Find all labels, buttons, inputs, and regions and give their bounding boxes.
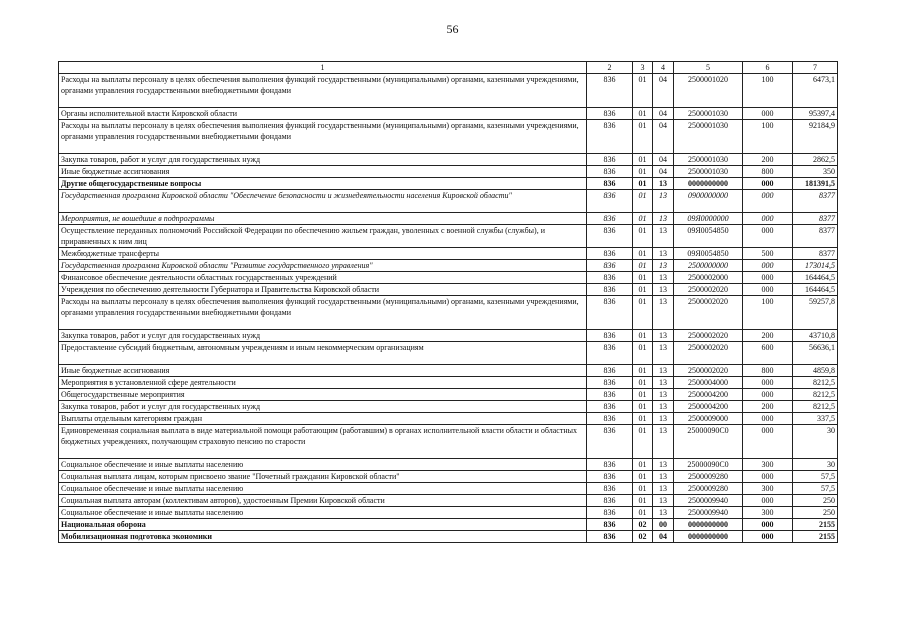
csr-cell: 2500002000 — [674, 272, 743, 284]
name-cell: Мобилизационная подготовка экономики — [59, 531, 587, 543]
table-row — [59, 190, 838, 213]
vr-cell: 000 — [743, 272, 793, 284]
ved-cell: 836 — [587, 213, 633, 225]
name-cell: Общегосударственные мероприятия — [59, 389, 587, 401]
sum-cell: 59257,8 — [793, 296, 838, 330]
sum-cell: 8212,5 — [793, 401, 838, 413]
table-row — [59, 342, 838, 365]
sum-cell: 173014,5 — [793, 260, 838, 272]
vr-cell: 000 — [743, 471, 793, 483]
name-cell: Учреждения по обеспечению деятельности Губернатора и Правительства Кировской области — [59, 284, 587, 296]
csr-cell: 2500004000 — [674, 377, 743, 389]
pr-cell: 13 — [653, 483, 674, 495]
pr-cell: 00 — [653, 519, 674, 531]
rz-cell: 01 — [633, 471, 653, 483]
rz-cell: 01 — [633, 330, 653, 342]
vr-cell: 200 — [743, 401, 793, 413]
ved-cell: 836 — [587, 471, 633, 483]
name-cell: Расходы на выплаты персоналу в целях обеспечения выполнения функций государственными (муниципальными) органами, казенными учреждениями, органами управления государственными внебюджетными фондами — [59, 120, 587, 154]
vr-cell: 100 — [743, 296, 793, 330]
ved-cell: 836 — [587, 296, 633, 330]
vr-cell: 800 — [743, 166, 793, 178]
ved-cell: 836 — [587, 178, 633, 190]
pr-cell: 13 — [653, 178, 674, 190]
pr-cell: 13 — [653, 213, 674, 225]
csr-cell: 25000090С0 — [674, 425, 743, 459]
pr-cell: 13 — [653, 342, 674, 365]
ved-cell: 836 — [587, 531, 633, 543]
csr-cell: 0000000000 — [674, 531, 743, 543]
table-row — [59, 425, 838, 459]
csr-cell: 2500000000 — [674, 260, 743, 272]
pr-cell: 13 — [653, 248, 674, 260]
pr-cell: 13 — [653, 260, 674, 272]
ved-cell: 836 — [587, 248, 633, 260]
vr-cell: 000 — [743, 225, 793, 248]
vr-cell: 800 — [743, 365, 793, 377]
csr-cell: 0900000000 — [674, 190, 743, 213]
table-row — [59, 154, 838, 166]
vr-cell: 300 — [743, 459, 793, 471]
vr-cell: 300 — [743, 483, 793, 495]
sum-cell: 8377 — [793, 190, 838, 213]
table-row — [59, 225, 838, 248]
rz-cell: 01 — [633, 108, 653, 120]
rz-cell: 01 — [633, 272, 653, 284]
vr-cell: 600 — [743, 342, 793, 365]
table-row — [59, 178, 838, 190]
ved-cell: 836 — [587, 459, 633, 471]
pr-cell: 13 — [653, 377, 674, 389]
csr-cell: 2500002020 — [674, 365, 743, 377]
csr-cell: 2500002020 — [674, 330, 743, 342]
page-number: 56 — [446, 22, 459, 36]
table-row — [59, 413, 838, 425]
rz-cell: 01 — [633, 413, 653, 425]
name-cell: Предоставление субсидий бюджетным, автономным учреждениям и иным некоммерческим организациям — [59, 342, 587, 365]
pr-cell: 13 — [653, 330, 674, 342]
name-cell: Финансовое обеспечение деятельности областных государственных учреждений — [59, 272, 587, 284]
table-row — [59, 519, 838, 531]
sum-cell: 95397,4 — [793, 108, 838, 120]
sum-cell: 350 — [793, 166, 838, 178]
ved-cell: 836 — [587, 284, 633, 296]
ved-cell: 836 — [587, 166, 633, 178]
name-cell: Социальная выплата лицам, которым присвоено звание "Почетный гражданин Кировской области" — [59, 471, 587, 483]
rz-cell: 01 — [633, 178, 653, 190]
sum-cell: 30 — [793, 425, 838, 459]
rz-cell: 01 — [633, 74, 653, 108]
pr-cell: 04 — [653, 531, 674, 543]
vr-cell: 000 — [743, 260, 793, 272]
name-cell: Выплаты отдельным категориям граждан — [59, 413, 587, 425]
rz-cell: 01 — [633, 296, 653, 330]
table-row — [59, 459, 838, 471]
header-cell-1: 1 — [59, 62, 587, 74]
name-cell: Единовременная социальная выплата в виде материальной помощи работающим (работавшим) в органах исполнительной власти области и областных бюджетных учреждениях, получающим страховую пенсию по старости — [59, 425, 587, 459]
vr-cell: 000 — [743, 213, 793, 225]
sum-cell: 43710,8 — [793, 330, 838, 342]
table-row — [59, 377, 838, 389]
rz-cell: 01 — [633, 190, 653, 213]
ved-cell: 836 — [587, 154, 633, 166]
ved-cell: 836 — [587, 272, 633, 284]
ved-cell: 836 — [587, 389, 633, 401]
table-row — [59, 284, 838, 296]
rz-cell: 01 — [633, 213, 653, 225]
vr-cell: 000 — [743, 284, 793, 296]
pr-cell: 13 — [653, 365, 674, 377]
csr-cell: 2500004200 — [674, 401, 743, 413]
csr-cell: 2500009940 — [674, 507, 743, 519]
rz-cell: 01 — [633, 459, 653, 471]
table-row — [59, 401, 838, 413]
table-row — [59, 108, 838, 120]
pr-cell: 13 — [653, 459, 674, 471]
sum-cell: 2862,5 — [793, 154, 838, 166]
name-cell: Мероприятия в установленной сфере деятельности — [59, 377, 587, 389]
header-cell-3: 3 — [633, 62, 653, 74]
rz-cell: 01 — [633, 120, 653, 154]
pr-cell: 04 — [653, 154, 674, 166]
csr-cell: 0000000000 — [674, 178, 743, 190]
sum-cell: 337,5 — [793, 413, 838, 425]
name-cell: Государственная программа Кировской области "Обеспечение безопасности и жизнедеятельности населения Кировской области" — [59, 190, 587, 213]
ved-cell: 836 — [587, 190, 633, 213]
sum-cell: 56636,1 — [793, 342, 838, 365]
sum-cell: 250 — [793, 507, 838, 519]
sum-cell: 8377 — [793, 225, 838, 248]
sum-cell: 2155 — [793, 531, 838, 543]
pr-cell: 13 — [653, 495, 674, 507]
pr-cell: 13 — [653, 413, 674, 425]
csr-cell: 2500001020 — [674, 74, 743, 108]
table-row — [59, 213, 838, 225]
name-cell: Другие общегосударственные вопросы — [59, 178, 587, 190]
pr-cell: 13 — [653, 190, 674, 213]
pr-cell: 13 — [653, 471, 674, 483]
ved-cell: 836 — [587, 413, 633, 425]
csr-cell: 0000000000 — [674, 519, 743, 531]
table-row — [59, 507, 838, 519]
csr-cell: 2500009000 — [674, 413, 743, 425]
csr-cell: 09Я0054850 — [674, 225, 743, 248]
ved-cell: 836 — [587, 507, 633, 519]
vr-cell: 000 — [743, 519, 793, 531]
sum-cell: 8212,5 — [793, 377, 838, 389]
sum-cell: 57,5 — [793, 483, 838, 495]
table-row — [59, 272, 838, 284]
rz-cell: 01 — [633, 425, 653, 459]
header-cell-6: 6 — [743, 62, 793, 74]
table-row — [59, 166, 838, 178]
table-row — [59, 296, 838, 330]
ved-cell: 836 — [587, 74, 633, 108]
table-row — [59, 120, 838, 154]
csr-cell: 2500002020 — [674, 296, 743, 330]
vr-cell: 000 — [743, 495, 793, 507]
pr-cell: 13 — [653, 389, 674, 401]
ved-cell: 836 — [587, 330, 633, 342]
ved-cell: 836 — [587, 483, 633, 495]
rz-cell: 01 — [633, 225, 653, 248]
pr-cell: 13 — [653, 272, 674, 284]
rz-cell: 01 — [633, 401, 653, 413]
table-row — [59, 365, 838, 377]
csr-cell: 2500002020 — [674, 284, 743, 296]
sum-cell: 250 — [793, 495, 838, 507]
rz-cell: 01 — [633, 248, 653, 260]
pr-cell: 13 — [653, 296, 674, 330]
pr-cell: 13 — [653, 507, 674, 519]
table-row — [59, 471, 838, 483]
sum-cell: 8212,5 — [793, 389, 838, 401]
table-row — [59, 531, 838, 543]
csr-cell: 2500004200 — [674, 389, 743, 401]
csr-cell: 2500001030 — [674, 108, 743, 120]
csr-cell: 2500001030 — [674, 120, 743, 154]
vr-cell: 300 — [743, 507, 793, 519]
table-row — [59, 74, 838, 108]
sum-cell: 2155 — [793, 519, 838, 531]
rz-cell: 01 — [633, 495, 653, 507]
sum-cell: 30 — [793, 459, 838, 471]
pr-cell: 13 — [653, 225, 674, 248]
name-cell: Иные бюджетные ассигнования — [59, 166, 587, 178]
sum-cell: 8377 — [793, 248, 838, 260]
rz-cell: 01 — [633, 365, 653, 377]
csr-cell: 09Я0054850 — [674, 248, 743, 260]
csr-cell: 09Я0000000 — [674, 213, 743, 225]
table-row — [59, 389, 838, 401]
vr-cell: 000 — [743, 413, 793, 425]
name-cell: Мероприятия, не вошедшие в подпрограммы — [59, 213, 587, 225]
csr-cell: 2500001030 — [674, 154, 743, 166]
name-cell: Социальное обеспечение и иные выплаты населению — [59, 459, 587, 471]
budget-table — [58, 61, 838, 543]
name-cell: Социальная выплата авторам (коллективам авторов), удостоенным Премии Кировской области — [59, 495, 587, 507]
vr-cell: 500 — [743, 248, 793, 260]
pr-cell: 04 — [653, 108, 674, 120]
ved-cell: 836 — [587, 401, 633, 413]
name-cell: Государственная программа Кировской области "Развитие государственного управления" — [59, 260, 587, 272]
sum-cell: 164464,5 — [793, 284, 838, 296]
ved-cell: 836 — [587, 377, 633, 389]
sum-cell: 92184,9 — [793, 120, 838, 154]
vr-cell: 000 — [743, 108, 793, 120]
ved-cell: 836 — [587, 495, 633, 507]
rz-cell: 01 — [633, 284, 653, 296]
csr-cell: 2500001030 — [674, 166, 743, 178]
sum-cell: 164464,5 — [793, 272, 838, 284]
ved-cell: 836 — [587, 120, 633, 154]
pr-cell: 04 — [653, 166, 674, 178]
pr-cell: 13 — [653, 425, 674, 459]
vr-cell: 100 — [743, 120, 793, 154]
rz-cell: 01 — [633, 342, 653, 365]
sum-cell: 57,5 — [793, 471, 838, 483]
name-cell: Осуществление переданных полномочий Российской Федерации по обеспечению жильем граждан, уволенных с военной службы (службы), и приравненных к ним лиц — [59, 225, 587, 248]
rz-cell: 01 — [633, 389, 653, 401]
vr-cell: 200 — [743, 330, 793, 342]
rz-cell: 01 — [633, 154, 653, 166]
rz-cell: 01 — [633, 260, 653, 272]
vr-cell: 100 — [743, 74, 793, 108]
ved-cell: 836 — [587, 260, 633, 272]
rz-cell: 01 — [633, 507, 653, 519]
pr-cell: 13 — [653, 284, 674, 296]
vr-cell: 000 — [743, 377, 793, 389]
csr-cell: 2500002020 — [674, 342, 743, 365]
ved-cell: 836 — [587, 342, 633, 365]
sum-cell: 8377 — [793, 213, 838, 225]
table-row — [59, 248, 838, 260]
rz-cell: 01 — [633, 377, 653, 389]
ved-cell: 836 — [587, 225, 633, 248]
name-cell: Расходы на выплаты персоналу в целях обеспечения выполнения функций государственными (муниципальными) органами, казенными учреждениями, органами управления государственными внебюджетными фондами — [59, 74, 587, 108]
ved-cell: 836 — [587, 365, 633, 377]
vr-cell: 200 — [743, 154, 793, 166]
rz-cell: 01 — [633, 166, 653, 178]
name-cell: Социальное обеспечение и иные выплаты населению — [59, 483, 587, 495]
sum-cell: 6473,1 — [793, 74, 838, 108]
csr-cell: 25000090С0 — [674, 459, 743, 471]
header-row — [59, 62, 838, 74]
table-row — [59, 483, 838, 495]
ved-cell: 836 — [587, 425, 633, 459]
sum-cell: 181391,5 — [793, 178, 838, 190]
name-cell: Расходы на выплаты персоналу в целях обеспечения выполнения функций государственными (муниципальными) органами, казенными учреждениями, органами управления государственными внебюджетными фондами — [59, 296, 587, 330]
header-cell-2: 2 — [587, 62, 633, 74]
header-cell-4: 4 — [653, 62, 674, 74]
rz-cell: 02 — [633, 531, 653, 543]
sum-cell: 4859,8 — [793, 365, 838, 377]
name-cell: Закупка товаров, работ и услуг для государственных нужд — [59, 401, 587, 413]
vr-cell: 000 — [743, 190, 793, 213]
name-cell: Национальная оборона — [59, 519, 587, 531]
ved-cell: 836 — [587, 519, 633, 531]
csr-cell: 2500009280 — [674, 483, 743, 495]
pr-cell: 04 — [653, 74, 674, 108]
name-cell: Закупка товаров, работ и услуг для государственных нужд — [59, 154, 587, 166]
vr-cell: 000 — [743, 531, 793, 543]
csr-cell: 2500009280 — [674, 471, 743, 483]
ved-cell: 836 — [587, 108, 633, 120]
name-cell: Социальное обеспечение и иные выплаты населению — [59, 507, 587, 519]
vr-cell: 000 — [743, 425, 793, 459]
vr-cell: 000 — [743, 178, 793, 190]
pr-cell: 04 — [653, 120, 674, 154]
table-row — [59, 330, 838, 342]
header-cell-7: 7 — [793, 62, 838, 74]
name-cell: Закупка товаров, работ и услуг для государственных нужд — [59, 330, 587, 342]
rz-cell: 01 — [633, 483, 653, 495]
table-row — [59, 260, 838, 272]
name-cell: Межбюджетные трансферты — [59, 248, 587, 260]
vr-cell: 000 — [743, 389, 793, 401]
name-cell: Органы исполнительной власти Кировской области — [59, 108, 587, 120]
csr-cell: 2500009940 — [674, 495, 743, 507]
name-cell: Иные бюджетные ассигнования — [59, 365, 587, 377]
table-row — [59, 495, 838, 507]
pr-cell: 13 — [653, 401, 674, 413]
rz-cell: 02 — [633, 519, 653, 531]
header-cell-5: 5 — [674, 62, 743, 74]
